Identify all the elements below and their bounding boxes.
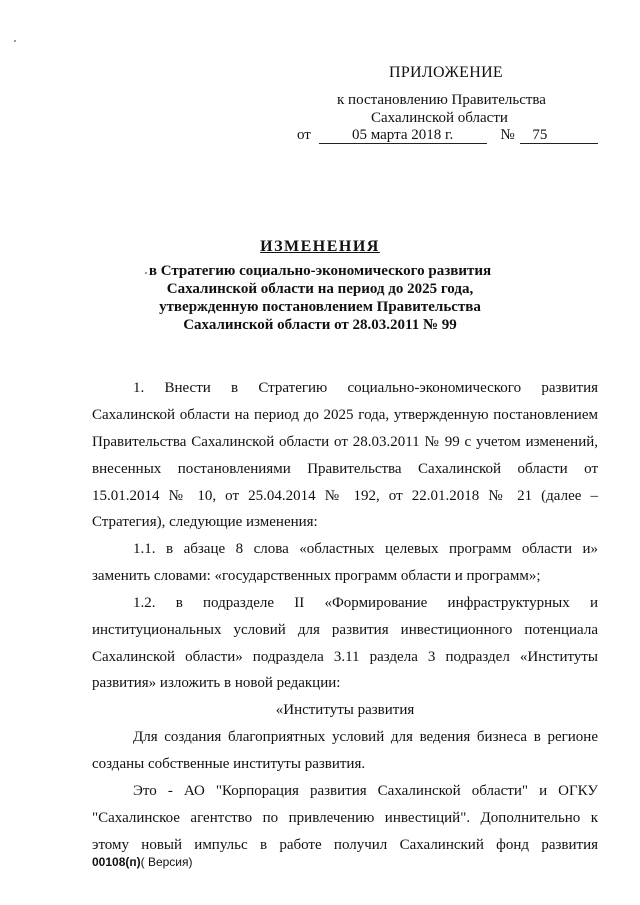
body-text-line: 1.1. в абзаце 8 слова «областных целевых программ области и» bbox=[133, 541, 598, 557]
body-text-line: Стратегия), следующие изменения: bbox=[92, 514, 318, 530]
resolution-date: 05 марта 2018 г. bbox=[319, 127, 487, 144]
number-sign: № bbox=[500, 127, 515, 143]
date-prefix: от bbox=[297, 127, 311, 143]
body-text-line: 1.2. в подразделе II «Формирование инфраструктурных и bbox=[133, 595, 598, 611]
body-text-line: "Сахалинское агентство по привлечению инвестиций". Дополнительно к bbox=[92, 810, 598, 826]
scan-speck bbox=[145, 272, 147, 274]
body-text-line: 1. Внести в Стратегию социально-экономического развития bbox=[133, 380, 598, 396]
body-text-line: созданы собственные институты развития. bbox=[92, 756, 366, 772]
footer-code: 00108(п) bbox=[92, 855, 141, 869]
body-text-line: Для создания благоприятных условий для ведения бизнеса в регионе bbox=[133, 729, 598, 745]
document-subtitle-line: Сахалинской области на период до 2025 года, bbox=[166, 281, 474, 297]
document-title: ИЗМЕНЕНИЯ bbox=[260, 238, 380, 255]
body-text-line: Правительства Сахалинской области от 28.03.2011 № 99 с учетом изменений, bbox=[92, 434, 598, 450]
resolution-reference-line-2: Сахалинской области bbox=[371, 110, 508, 126]
resolution-date-line bbox=[297, 127, 598, 144]
document-subtitle-line: утвержденную постановлением Правительства bbox=[159, 299, 481, 315]
body-text-line: заменить словами: «государственных программ области и программ»; bbox=[92, 568, 541, 584]
appendix-label: ПРИЛОЖЕНИЕ bbox=[389, 64, 504, 81]
body-text-line: институциональных условий для развития инвестиционного потенциала bbox=[92, 622, 598, 638]
document-footer-code bbox=[92, 855, 193, 869]
section-heading: «Институты развития bbox=[275, 702, 415, 718]
scan-speck bbox=[14, 40, 16, 42]
document-subtitle-line: Сахалинской области от 28.03.2011 № 99 bbox=[183, 317, 457, 333]
footer-version: ( Версия) bbox=[140, 855, 193, 869]
resolution-number: 75 bbox=[520, 127, 598, 144]
resolution-reference-line-1: к постановлению Правительства bbox=[337, 92, 546, 108]
body-text-line: этому новый импульс в работе получил Сахалинский фонд развития bbox=[92, 837, 598, 853]
body-text-line: Это - АО "Корпорация развития Сахалинской области" и ОГКУ bbox=[133, 783, 598, 799]
body-text-line: Сахалинской области на период до 2025 года, утвержденную постановлением bbox=[92, 407, 598, 423]
document-subtitle-line: в Стратегию социально-экономического развития bbox=[148, 263, 492, 279]
body-text-line: 15.01.2014 № 10, от 25.04.2014 № 192, от 22.01.2018 № 21 (далее – bbox=[92, 488, 598, 504]
body-text-line: развития» изложить в новой редакции: bbox=[92, 675, 341, 691]
body-text-line: Сахалинской области» подраздела 3.11 раздела 3 подраздел «Институты bbox=[92, 649, 598, 665]
body-text-line: внесенных постановлениями Правительства Сахалинской области от bbox=[92, 461, 598, 477]
